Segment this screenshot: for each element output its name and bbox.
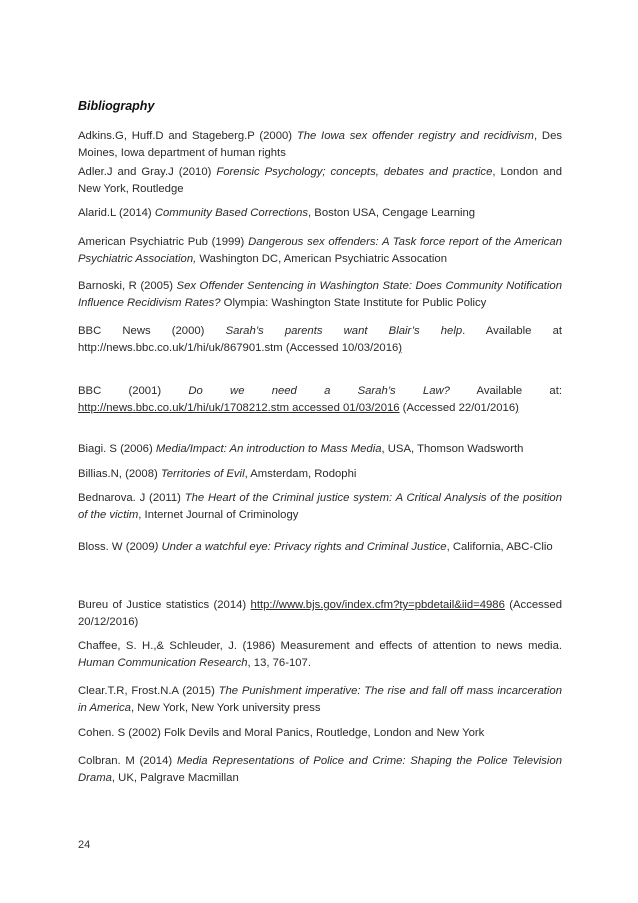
entry-publisher: , New York, New York university press bbox=[130, 701, 321, 714]
entry-publisher: Olympia: Washington State Institute for Public Policy bbox=[220, 296, 487, 309]
entry-authors: Bloss. W (2009 bbox=[78, 541, 155, 553]
entry-authors: Adkins.G, Huff.D and Stageberg.P (2000) bbox=[78, 130, 297, 142]
entry-publisher: , USA, Thomson Wadsworth bbox=[381, 443, 524, 455]
entry-title: Community Based Corrections bbox=[154, 207, 309, 219]
bibliography-entry bbox=[78, 383, 562, 416]
entry-url-close: ) bbox=[398, 341, 403, 354]
entry-authors: BBC (2001) bbox=[78, 385, 189, 397]
entry-accessed-close: ) bbox=[515, 401, 519, 414]
entry-authors: Colbran. M (2014) bbox=[78, 755, 177, 767]
entry-authors: BBC News (2000) bbox=[78, 325, 226, 337]
entry-title: Media Representations of Police and Crime: Shaping the Police Television Drama bbox=[78, 755, 562, 784]
entry-availability: . Available at bbox=[462, 325, 563, 337]
entry-publisher: Washington DC, American Psychiatric Assocation bbox=[196, 252, 447, 265]
entry-accessed: (Accessed 20/12/2016) bbox=[78, 599, 562, 628]
entry-title: Territories of Evil bbox=[160, 468, 245, 480]
entry-title: Dangerous sex offenders: A Task force report of the American Psychiatric Association, bbox=[78, 236, 562, 265]
entry-title: ) Under a watchful eye: Privacy rights and Criminal Justice bbox=[154, 541, 447, 553]
entry-url-link[interactable]: http://www.bjs.gov/index.cfm?ty=pbdetail&iid=4986 bbox=[250, 599, 505, 611]
entry-availability: Available at: bbox=[449, 385, 562, 397]
entry-publisher: , Des Moines, Iowa department of human rights bbox=[78, 130, 562, 159]
entry-authors: American Psychiatric Pub (1999) bbox=[78, 236, 249, 248]
entry-title: The Punishment imperative: The rise and fall off mass incarceration in America bbox=[78, 685, 562, 714]
entry-publisher: , Boston USA, Cengage Learning bbox=[308, 207, 476, 219]
entry-title: The Iowa sex offender registry and recidivism bbox=[296, 130, 534, 142]
bibliography-entry bbox=[78, 128, 562, 161]
bibliography-entry bbox=[78, 597, 562, 630]
bibliography-entry bbox=[78, 441, 562, 458]
entry-authors: Biagi. S (2006) bbox=[78, 443, 156, 455]
entry-publisher: , UK, Palgrave Macmillan bbox=[111, 771, 239, 784]
bibliography-entry bbox=[78, 725, 562, 742]
entry-publisher: , Internet Journal of Criminology bbox=[138, 508, 299, 521]
bibliography-entry bbox=[78, 164, 562, 197]
entry-title: Sex Offender Sentencing in Washington State: Does Community Notification Influence Recidivism Rates? bbox=[78, 280, 562, 309]
entry-authors: Chaffee, S. H.,& Schleuder, J. (1986) Measurement and effects of attention to news media. bbox=[78, 640, 562, 652]
entry-publisher: , London and New York, Routledge bbox=[78, 166, 562, 195]
entry-authors: Adler.J and Gray.J (2010) bbox=[78, 166, 217, 178]
bibliography-entry bbox=[78, 539, 562, 556]
bibliography-entry bbox=[78, 490, 562, 523]
entry-authors: Billias.N, (2008) bbox=[78, 468, 161, 480]
bibliography-entry bbox=[78, 234, 562, 267]
entry-publisher: , 13, 76-107. bbox=[247, 656, 311, 669]
bibliography-entry bbox=[78, 466, 562, 483]
entry-title: Forensic Psychology; concepts, debates and practice bbox=[216, 166, 493, 178]
bibliography-entry bbox=[78, 323, 562, 356]
entry-url: http://news.bbc.co.uk/1/hi/uk/867901.stm (Accessed 10/03/2016 bbox=[78, 341, 399, 354]
entry-publisher: , California, ABC-Clio bbox=[446, 541, 553, 553]
entry-title: Do we need a Sarah’s Law? bbox=[188, 385, 450, 397]
bibliography-entry bbox=[78, 278, 562, 311]
entry-publisher: , Amsterdam, Rodophi bbox=[244, 468, 357, 480]
entry-url-link[interactable]: http://news.bbc.co.uk/1/hi/uk/1708212.stm accessed 01/03/2016 bbox=[78, 401, 400, 414]
entry-authors: Bednarova. J (2011) bbox=[78, 492, 185, 504]
entry-title: Media/Impact: An introduction to Mass Media bbox=[155, 443, 382, 455]
entry-title: Human Communication Research bbox=[78, 656, 248, 669]
bibliography-entry bbox=[78, 205, 562, 222]
bibliography-entry bbox=[78, 683, 562, 716]
entry-text: Cohen. S (2002) Folk Devils and Moral Panics, Routledge, London and New York bbox=[78, 727, 485, 739]
entry-authors: Alarid.L (2014) bbox=[78, 207, 155, 219]
entry-authors: Bureu of Justice statistics (2014) bbox=[78, 599, 251, 611]
entry-authors: Clear.T.R, Frost.N.A (2015) bbox=[78, 685, 219, 697]
entry-title: The Heart of the Criminal justice system: A Critical Analysis of the position of the victim bbox=[78, 492, 562, 521]
entry-accessed: (Accessed 22/01/2016 bbox=[399, 401, 516, 414]
bibliography-heading: Bibliography bbox=[78, 99, 155, 113]
bibliography-entry bbox=[78, 638, 562, 671]
bibliography-entry bbox=[78, 753, 562, 786]
entry-title: Sarah’s parents want Blair’s help bbox=[225, 325, 463, 337]
entry-authors: Barnoski, R (2005) bbox=[78, 280, 177, 292]
page-number: 24 bbox=[78, 839, 91, 851]
